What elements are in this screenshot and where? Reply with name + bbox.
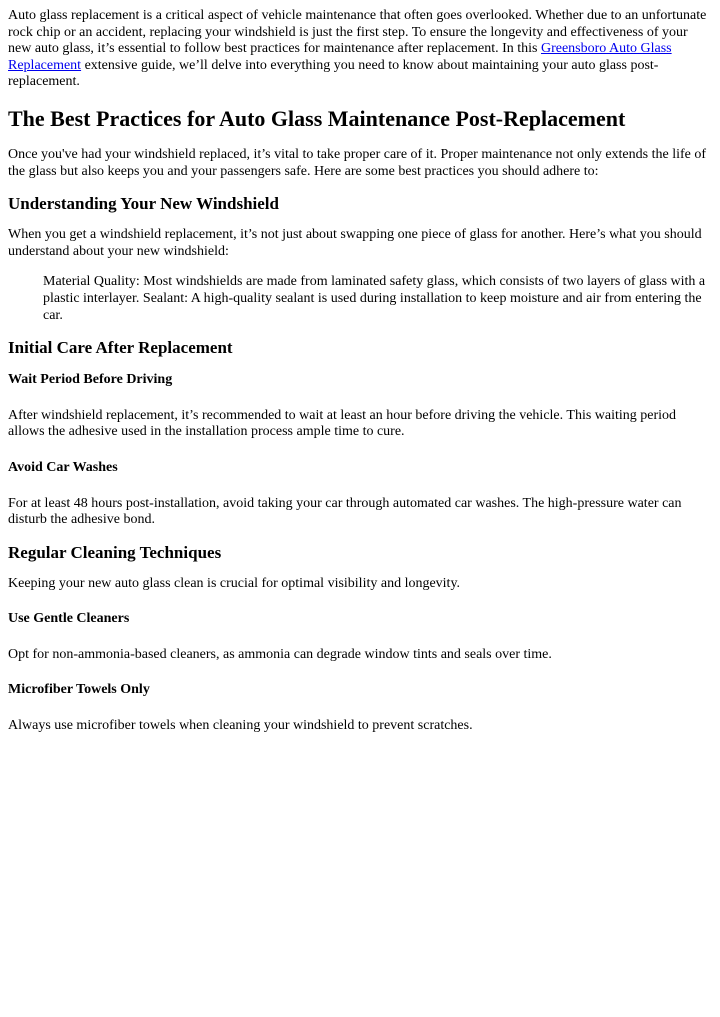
- microfiber-paragraph: Always use microfiber towels when cleaning your windshield to prevent scratches.: [8, 718, 473, 734]
- main-paragraph: Once you've had your windshield replaced, it’s vital to take proper care of it. Proper maintenance not only extends the life of the glass but also keeps you and your passengers safe. Here are some best practices you should adhere to:: [8, 146, 707, 179]
- gentle-cleaners-heading: Use Gentle Cleaners: [8, 611, 130, 627]
- main-heading: The Best Practices for Auto Glass Maintenance Post-Replacement: [8, 105, 626, 131]
- initial-care-heading: Initial Care After Replacement: [8, 338, 233, 358]
- avoid-car-washes-paragraph: For at least 48 hours post-installation, avoid taking your car through automated car washes. The high-pressure water can disturb the adhesive bond.: [8, 495, 682, 528]
- material-quality-quote: Material Quality: Most windshields are made from laminated safety glass, which consists of two layers of glass with a plastic interlayer. Sealant: A high-quality sealant is used during installation to keep moisture and air from entering the car.: [43, 274, 706, 323]
- intro-paragraph: [8, 8, 708, 91]
- microfiber-heading: Microfiber Towels Only: [8, 682, 150, 698]
- understanding-paragraph: When you get a windshield replacement, it’s not just about swapping one piece of glass for another. Here’s what you should understand about your new windshield:: [8, 227, 702, 259]
- intro-text-after-link: extensive guide, we’ll delve into everything you need to know about maintaining your auto glass post-replacement.: [8, 57, 659, 90]
- cleaning-heading: Regular Cleaning Techniques: [8, 542, 222, 562]
- cleaning-paragraph: Keeping your new auto glass clean is crucial for optimal visibility and longevity.: [8, 575, 461, 591]
- greensboro-auto-glass-link[interactable]: Greensboro Auto Glass Replacement: [8, 41, 672, 73]
- intro-text-before-link: Auto glass replacement is a critical aspect of vehicle maintenance that often goes overlooked. Whether due to an unfortunate rock chip or an accident, replacing your windshield is just the first step. To ensure the longevity and effectiveness of your new auto glass, it’s essential to follow best practices for maintenance after replacement. In this: [8, 8, 707, 57]
- avoid-car-washes-heading: Avoid Car Washes: [8, 459, 118, 475]
- understanding-heading: Understanding Your New Windshield: [8, 194, 279, 214]
- wait-period-paragraph: After windshield replacement, it’s recommended to wait at least an hour before driving the vehicle. This waiting period allows the adhesive used in the installation process ample time to cure.: [8, 407, 677, 440]
- gentle-cleaners-paragraph: Opt for non-ammonia-based cleaners, as ammonia can degrade window tints and seals over time.: [8, 646, 552, 662]
- wait-period-heading: Wait Period Before Driving: [8, 372, 173, 388]
